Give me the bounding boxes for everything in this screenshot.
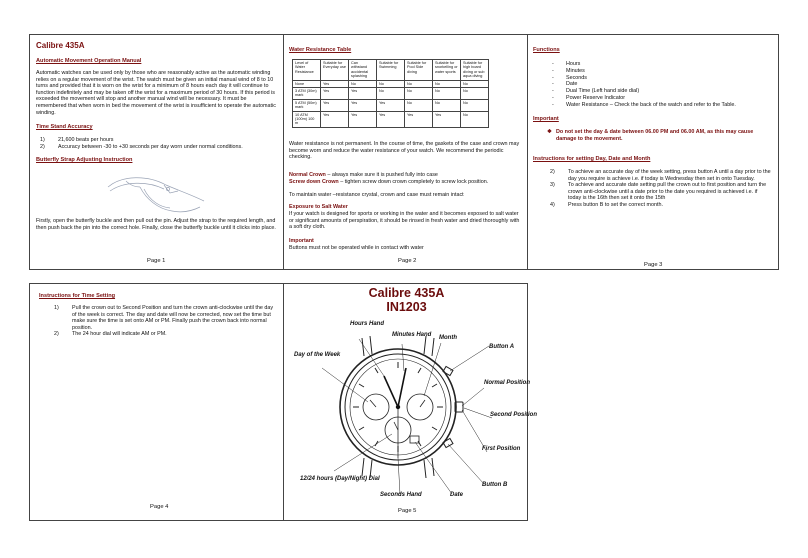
page-number: Page 1 — [147, 258, 166, 264]
important-heading: Important — [533, 116, 559, 122]
top-lugs — [362, 336, 434, 356]
table-header: Suitable for Pool Side diving — [405, 60, 433, 81]
label-minutes-hand: Minutes Hand — [392, 332, 432, 338]
list-item: - Minutes — [566, 68, 776, 75]
table-header: Suitable for Swimming — [377, 60, 405, 81]
water-table-heading: Water Resistance Table — [289, 47, 352, 53]
strap-text: Firstly, open the butterfly buckle and then pull out the pin. Adjust the strap to the required length, and then push back the pin into the correct hole. Finally, close the butterfly buckle until it clicks into place. — [36, 218, 276, 231]
butterfly-buckle-illustration — [100, 171, 210, 217]
page-1-title: Calibre 435A — [36, 41, 85, 50]
maintain-text: To maintain water –resistance crystal, crown and case must remain intact — [289, 192, 464, 198]
label-button-a: Button A — [489, 344, 515, 350]
page-1 — [29, 34, 284, 270]
functions-list — [566, 61, 776, 109]
table-row: 10 ATM (100m) 100 m Yes Yes Yes Yes Yes No — [293, 111, 489, 127]
accuracy-heading: Time Stand Accuracy — [36, 124, 93, 130]
water-resistance-table — [292, 59, 489, 128]
functions-heading: Functions — [533, 47, 560, 53]
normal-crown-label: Normal Crown — [289, 172, 326, 178]
crown-instructions: Normal Crown – always make sure it is pushed fully into case Screw down Crown – tighten screw down crown completely to screw lock position. — [289, 172, 489, 185]
page-5-title: Calibre 435A — [368, 286, 445, 300]
label-day-of-week: Day of the Week — [294, 352, 341, 358]
list-item: 2) The 24 hour dial will indicate AM or PM. — [54, 331, 167, 338]
label-normal-position: Normal Position — [484, 380, 531, 386]
important-text: Buttons must not be operated while in contact with water — [289, 245, 424, 251]
table-header: Can withstand accidental splashing — [349, 60, 377, 81]
screw-crown-label: Screw down Crown — [289, 178, 339, 185]
setting-heading: Instructions for setting Day, Date and Month — [533, 156, 651, 162]
list-item: 4) Press button B to set the correct month. — [550, 201, 663, 208]
list-item: 1) Pull the crown out to Second Position and turn the crown anti-clockwise until the day of the week is correct. The day and date will now be corrected, now set the time but make sure the time is set onto AM or PM. Finally push the crown back into normal position. — [54, 305, 274, 331]
date-window — [410, 436, 419, 443]
page-2 — [283, 34, 528, 270]
page-number: Page 5 — [398, 508, 417, 514]
watch-diagram — [284, 316, 538, 506]
page-5 — [283, 283, 538, 521]
setting-list — [546, 169, 772, 209]
important-heading: Important — [289, 238, 314, 244]
table-header: Suitable for Everyday use — [321, 60, 349, 81]
label-date: Date — [450, 492, 464, 498]
exposure-heading: Exposure to Salt Water — [289, 204, 348, 210]
time-setting-list — [50, 305, 278, 338]
table-row: None Yes No No No No No — [293, 80, 489, 87]
list-item: 2) Accuracy between -30 to +30 seconds per day worn under normal conditions. — [40, 143, 243, 150]
table-header: Suitable for snorkelling or water sports — [433, 60, 461, 81]
label-button-b: Button B — [482, 482, 508, 488]
page-5-subtitle: IN1203 — [386, 300, 427, 314]
label-dual-dial: 12/24 hours (Day/Night) Dial — [300, 476, 380, 482]
page-4 — [29, 283, 284, 521]
label-second-position: Second Position — [490, 412, 538, 418]
label-hours-hand: Hours Hand — [350, 321, 385, 327]
list-item: - Seconds — [566, 75, 776, 82]
label-month: Month — [439, 335, 457, 341]
list-item: - Date — [566, 81, 776, 88]
page-number: Page 3 — [644, 262, 663, 268]
list-item: - Dual Time (Left hand side dial) — [566, 88, 776, 95]
operation-text: Automatic watches can be used only by those who are reasonably active as the automatic winding relies on a regular movement of the wrist. The watch must be given an initial manual wind of 8 to 10 turns and provided that it is worn on the wrist for a minimum of 8 hours each day it will continue to function indefinitely and may be taken off the wrist for a maximum period of 30 hours. If this period is exceeded the movement will stop and another manual wind will be necessary. It must be remembered that when worn in bed the movement of the wrist is insufficient to operate the automatic winding. — [36, 70, 276, 116]
table-header: Level of Water Resistance — [293, 60, 321, 81]
table-header: Suitable for high board diving or sub aqua diving — [461, 60, 489, 81]
resistance-text: Water resistance is not permanent. In the course of time, the gaskets of the case and crown may become worn and reduce the water resistance of your watch. We recommend the periodic checking. — [289, 141, 520, 161]
accuracy-list — [36, 137, 278, 150]
list-item: - Power Reserve Indicator — [566, 95, 776, 102]
page-number: Page 4 — [150, 504, 169, 510]
diamond-bullet-icon: ❖ — [547, 129, 552, 135]
leader-lines — [322, 339, 492, 494]
list-item: - Hours — [566, 61, 776, 68]
exposure-text: If your watch is designed for sports or working in the water and it becomes exposed to salt water or significant amounts of perspiration, it should be rinsed in fresh water and dried thoroughly with a soft dry cloth. — [289, 211, 520, 231]
button-a-pusher — [443, 366, 453, 375]
label-seconds-hand: Seconds Hand — [380, 492, 422, 498]
table-row: 5 ATM (50m) mark Yes Yes Yes No No No — [293, 99, 489, 111]
time-setting-heading: Instructions for Time Setting — [39, 293, 116, 299]
page-number: Page 2 — [398, 258, 417, 264]
list-item: 3) To achieve and accurate date setting pull the crown out to first position and turn the crown anti-clockwise until a date prior to the date you required is achieved i.e. if today is the 16th then set it onto the 15th — [550, 182, 767, 202]
important-note: ❖ Do not set the day & date between 06.00 PM and 06.00 AM, as this may cause damage to the movement. — [547, 129, 754, 142]
strap-heading: Butterfly Strap Adjusting Instruction — [36, 157, 133, 163]
list-item: - Water Resistance – Check the back of the watch and refer to the Table. — [566, 102, 776, 109]
list-item: 1) 21,600 beats per hours — [40, 137, 114, 143]
page-3 — [527, 34, 779, 270]
label-first-position: First Position — [482, 446, 521, 452]
list-item: 2) To achieve an accurate day of the week setting, press button A until a day prior to the day you require is achieve i.e. if today is Wednesday then set in onto Tuesday. — [550, 169, 771, 182]
operation-heading: Automatic Movement Operation Manual — [36, 58, 142, 64]
table-row: 3 ATM (30m) mark Yes Yes No No No No — [293, 88, 489, 100]
button-b-pusher — [443, 438, 453, 447]
